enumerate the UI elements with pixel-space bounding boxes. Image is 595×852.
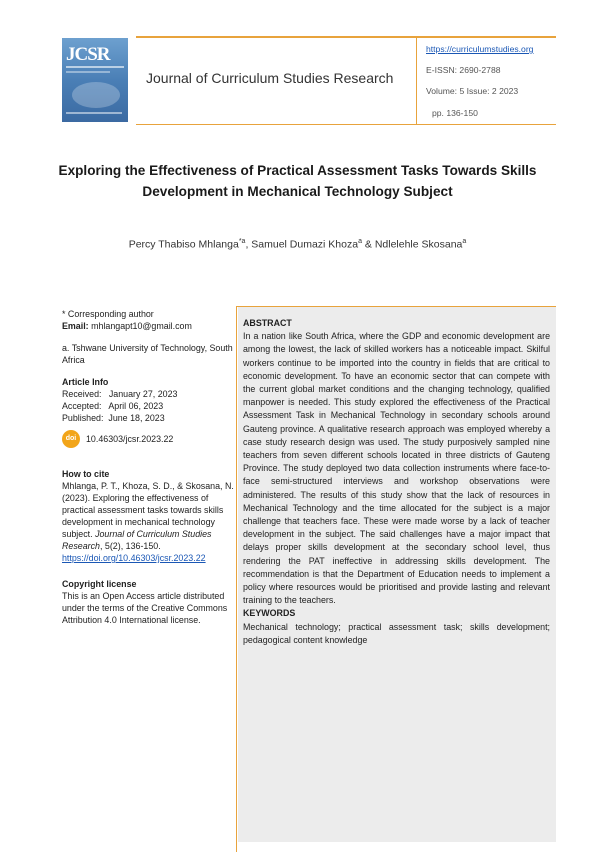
header-top-rule <box>136 36 556 38</box>
article-info-column <box>62 308 234 626</box>
affiliation: a. Tshwane University of Technology, South Africa <box>62 343 233 365</box>
logo-text: JCSR <box>66 44 110 65</box>
author-3: & Ndlelehle Skosana <box>361 238 463 251</box>
how-to-cite-heading: How to cite <box>62 469 110 479</box>
citation: Mhlanga, P. T., Khoza, S. D., & Skosana, N. (2023). Exploring the effectiveness of practical assessment tasks towards skills development in mechanical technology subject. Journal of Curriculum Studies Research, 5(2), 136-150. https://doi.org/10.46303/jcsr.2023.22 <box>62 481 234 563</box>
abstract-box <box>238 307 556 842</box>
journal-url-link[interactable]: https://curriculumstudies.org <box>426 44 534 54</box>
email-address: mhlangapt10@gmail.com <box>88 321 192 331</box>
doi-icon: doi <box>62 430 80 448</box>
email-line: Email: mhlangapt10@gmail.com <box>62 321 192 331</box>
article-info-heading: Article Info <box>62 377 109 387</box>
citation-journal: Journal of Curriculum Studies Research <box>62 529 212 551</box>
corresponding-author-note: * Corresponding author <box>62 309 154 319</box>
page-range: pp. 136-150 <box>432 108 478 118</box>
journal-logo <box>62 38 128 122</box>
abstract-left-rule <box>236 306 237 852</box>
received-date: Received: January 27, 2023 <box>62 389 178 399</box>
author-1: Percy Thabiso Mhlanga <box>128 238 239 251</box>
header-bottom-rule <box>136 124 556 125</box>
doi-number: 10.46303/jcsr.2023.22 <box>86 434 174 444</box>
journal-url-wrap <box>426 44 533 54</box>
header-divider <box>416 38 417 124</box>
article-title: Exploring the Effectiveness of Practical Assessment Tasks Towards Skills Development in Mechanical Technology Subject <box>58 163 537 199</box>
abstract-text: In a nation like South Africa, where the GDP and economic development are among the lowest, the lack of skilled workers has a noticeable impact. Skilful workers continue to be imported into the country in fields that are critical to economic development. To have an economic sector that can compete with the current global market conditions and the changing technology, qualified manpower is needed. This study explored the effectiveness of the Practical Assessment Task in Mechanical Technology in secondary schools around Gauteng province. A qualitative research approach was employed whereby a case study research design was used. The study purposively sampled nine teachers from seven different schools located in three districts of Gauteng Province. The study deployed two data collection instruments where face-to-face semi-structured interviews and workshop observations were administered. The results of this study show that the lack of resources in Mechanical Technology and the time allocated for the subject is a major challenge that teachers face. These were made worse by a lack of teacher development in the subject. The said challenges have a major impact that delays proper skills development at the secondary school level, thus rendering the PAT ineffective in addressing skills development. The recommendation is that the Department of Education needs to implement a policy where resources would be prioritised and provide lasting and relevant training to the teachers. <box>243 331 550 606</box>
published-date: Published: June 18, 2023 <box>62 413 165 423</box>
eissn: E-ISSN: 2690-2788 <box>426 65 501 75</box>
abstract-heading: ABSTRACT <box>243 318 292 328</box>
keywords-text: Mechanical technology; practical assessment task; skills development; pedagogical content knowledge <box>243 621 550 645</box>
copyright-text: This is an Open Access article distributed under the terms of the Creative Commons Attribution 4.0 International license. <box>62 591 228 625</box>
author-list: Percy Thabiso Mhlanga$^{*a}$, Samuel Dumazi Khoza$^a$ & Ndlelehle Skosana$^a$ <box>128 238 467 251</box>
author-2: , Samuel Dumazi Khoza <box>245 238 359 251</box>
accepted-date: Accepted: April 06, 2023 <box>62 401 164 411</box>
doi-line <box>62 430 234 448</box>
keywords-heading: KEYWORDS <box>243 608 296 619</box>
volume-issue: Volume: 5 Issue: 2 2023 <box>426 86 519 96</box>
citation-doi-link[interactable]: https://doi.org/10.46303/jcsr.2023.22 <box>62 553 206 563</box>
journal-name: Journal of Curriculum Studies Research <box>146 70 394 86</box>
copyright-heading: Copyright license <box>62 579 137 589</box>
